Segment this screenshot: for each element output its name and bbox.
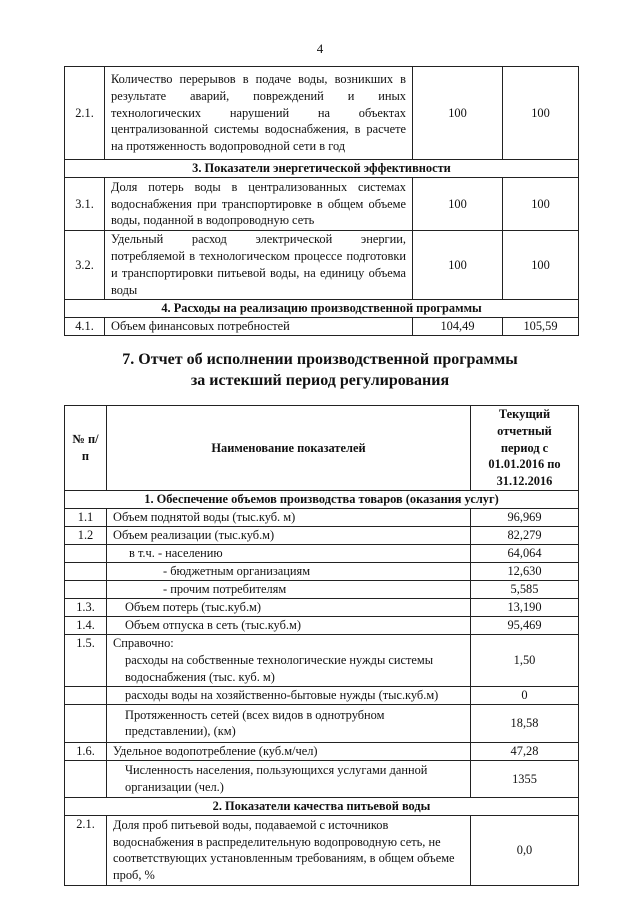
indicator-name: Объем потерь (тыс.куб.м) (107, 598, 471, 616)
row-number (65, 562, 107, 580)
indicator-value: 0 (471, 686, 579, 704)
row-number (65, 686, 107, 704)
table-row (65, 544, 579, 562)
table-row (65, 760, 579, 797)
header-period: Текущий отчетный период с 01.01.2016 по 31.12.2016 (471, 406, 579, 491)
row-number: 1.3. (65, 598, 107, 616)
row-number: 3.1. (65, 178, 105, 231)
indicator-value: 95,469 (471, 616, 579, 634)
indicator-name (107, 634, 471, 686)
indicator-name: Протяженность сетей (всех видов в однотрубном представлении), (км) (107, 704, 471, 742)
indicator-value-plan: 100 (413, 231, 503, 300)
indicator-value: 64,064 (471, 544, 579, 562)
table-row (65, 526, 579, 544)
section-row (65, 490, 579, 508)
row-number: 1.2 (65, 526, 107, 544)
table-row (65, 318, 579, 336)
indicator-name: Объем реализации (тыс.куб.м) (107, 526, 471, 544)
report-table (64, 405, 579, 886)
indicator-name: Количество перерывов в подаче воды, возникших в результате аварий, повреждений и иных технологических нарушений на объектах централизованной системы водоснабжения, в расчете на протяженность водопроводной сети в год (105, 67, 413, 160)
table-row (65, 580, 579, 598)
indicator-value: 47,28 (471, 742, 579, 760)
indicator-name: Объем финансовых потребностей (105, 318, 413, 336)
table-row (65, 67, 579, 160)
report-heading-line1: 7. Отчет об исполнении производственной программы (122, 351, 518, 368)
indicator-name: Удельный расход электрической энергии, потребляемой в технологическом процессе подготовки и транспортировки питьевой воды, на единицу объема воды (105, 231, 413, 300)
row-number (65, 704, 107, 742)
table-row (65, 508, 579, 526)
table-row (65, 634, 579, 686)
table-row (65, 562, 579, 580)
indicator-value: 0,0 (471, 815, 579, 885)
report-heading-line2: за истекший период регулирования (190, 372, 450, 389)
section-row (65, 160, 579, 178)
indicator-value-fact: 105,59 (503, 318, 579, 336)
indicator-name: Удельное водопотребление (куб.м/чел) (107, 742, 471, 760)
table-row (65, 704, 579, 742)
section-title: 4. Расходы на реализацию производственной программы (65, 300, 579, 318)
table-row (65, 815, 579, 885)
row-number: 2.1. (65, 815, 107, 885)
reference-label: Справочно: (113, 636, 174, 651)
section-title: 3. Показатели энергетической эффективности (65, 160, 579, 178)
indicator-value-fact: 100 (503, 178, 579, 231)
row-number (65, 544, 107, 562)
row-number: 1.5. (65, 634, 107, 686)
row-number (65, 760, 107, 797)
row-number (65, 580, 107, 598)
indicators-table (64, 66, 579, 336)
indicator-name: в т.ч. - населению (107, 544, 471, 562)
table-row (65, 598, 579, 616)
header-row (65, 406, 579, 491)
indicator-value: 13,190 (471, 598, 579, 616)
table-row (65, 742, 579, 760)
page-number: 4 (316, 41, 324, 56)
indicator-value-plan: 104,49 (413, 318, 503, 336)
indicator-value: 1,50 (471, 634, 579, 686)
indicator-value-fact: 100 (503, 231, 579, 300)
indicator-value-fact: 100 (503, 67, 579, 160)
indicator-name: Объем отпуска в сеть (тыс.куб.м) (107, 616, 471, 634)
section-row (65, 797, 579, 815)
indicator-name: Численность населения, пользующихся услугами данной организации (чел.) (107, 760, 471, 797)
indicator-value: 5,585 (471, 580, 579, 598)
row-number: 2.1. (65, 67, 105, 160)
indicator-value: 12,630 (471, 562, 579, 580)
indicator-value: 1355 (471, 760, 579, 797)
indicator-name: Доля проб питьевой воды, подаваемой с источников водоснабжения в распределительную водопроводную сеть, не соответствующих установленным требованиям, в общем объеме проб, % (107, 815, 471, 885)
section-title: 1. Обеспечение объемов производства товаров (оказания услуг) (65, 490, 579, 508)
row-number: 3.2. (65, 231, 105, 300)
section-row (65, 300, 579, 318)
indicator-name: - прочим потребителям (107, 580, 471, 598)
indicator-name: Доля потерь воды в централизованных системах водоснабжения при транспортировке в общем объеме воды, поданной в водопроводную сеть (105, 178, 413, 231)
indicator-value: 96,969 (471, 508, 579, 526)
indicator-name: расходы воды на хозяйственно-бытовые нужды (тыс.куб.м) (107, 686, 471, 704)
table-row (65, 616, 579, 634)
row-number: 1.1 (65, 508, 107, 526)
row-number: 1.6. (65, 742, 107, 760)
section-title: 2. Показатели качества питьевой воды (65, 797, 579, 815)
indicator-value-plan: 100 (413, 178, 503, 231)
header-name: Наименование показателей (107, 406, 471, 491)
indicator-value-plan: 100 (413, 67, 503, 160)
reference-text: расходы на собственные технологические нужды системы водоснабжения (тыс. куб. м) (125, 653, 434, 684)
indicator-value: 82,279 (471, 526, 579, 544)
table-row (65, 686, 579, 704)
indicator-value: 18,58 (471, 704, 579, 742)
header-number: № п/п (65, 406, 107, 491)
indicator-name: Объем поднятой воды (тыс.куб. м) (107, 508, 471, 526)
indicator-name: - бюджетным организациям (107, 562, 471, 580)
row-number: 1.4. (65, 616, 107, 634)
table-row (65, 178, 579, 231)
row-number: 4.1. (65, 318, 105, 336)
table-row (65, 231, 579, 300)
